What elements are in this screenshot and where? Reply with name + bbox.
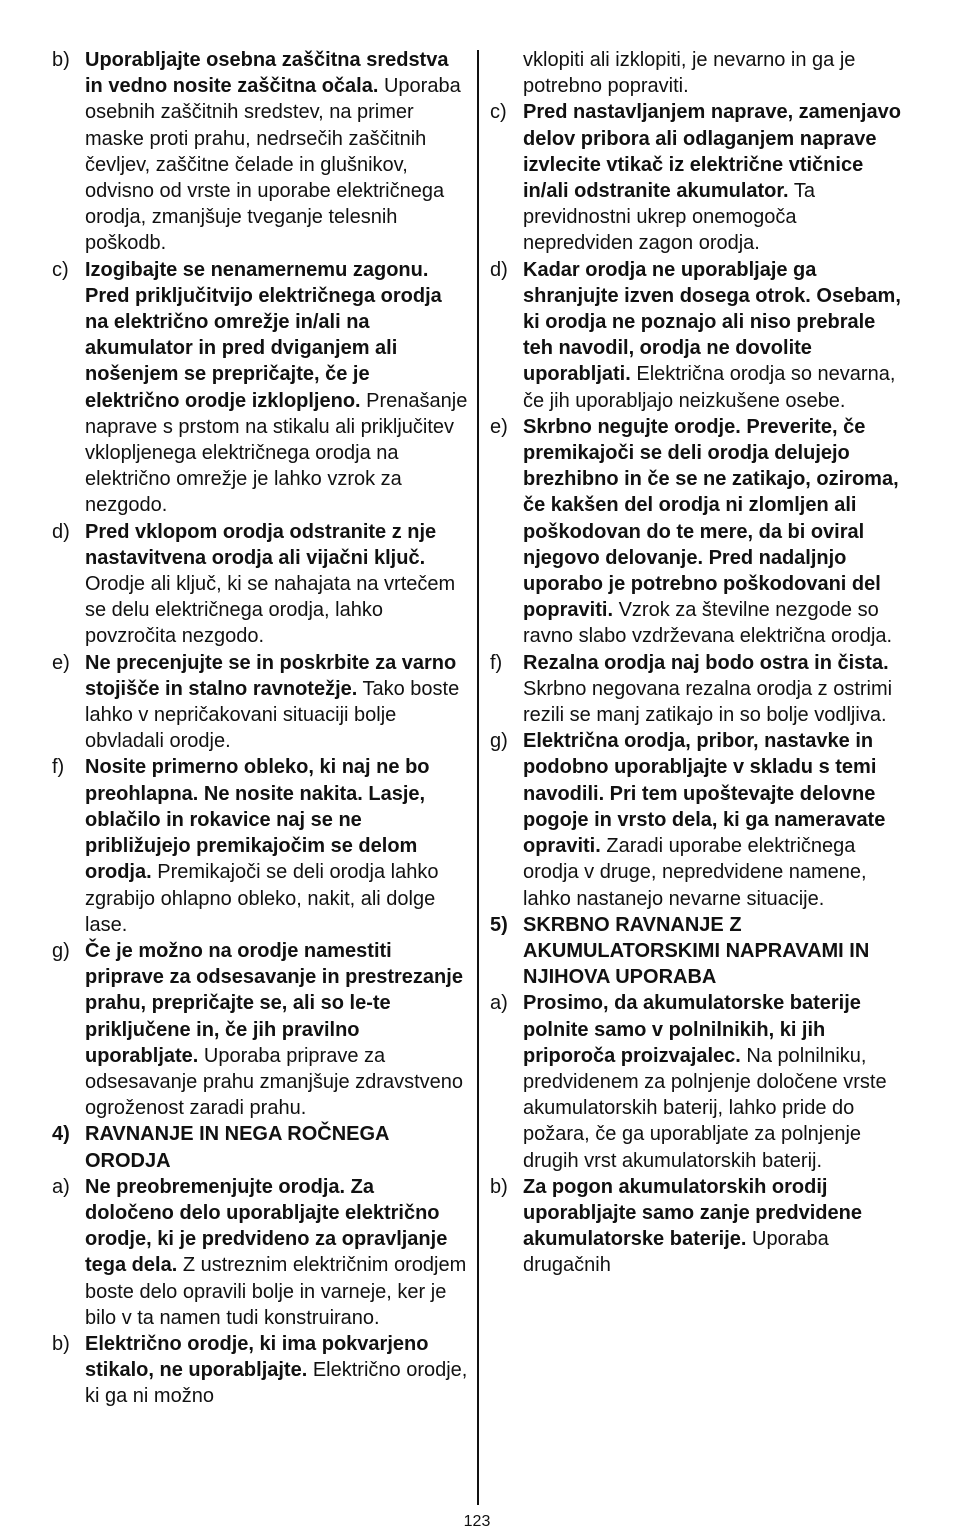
item-marker: a) <box>490 992 508 1015</box>
item-normal-text: Vzrok za številne nezgode so ravno slabo vzdrževana električna orodja. <box>523 599 893 648</box>
item-marker: e) <box>490 415 508 438</box>
item-bold-text: Uporabljajte osebna zaščitna sredstva in vedno nosite zaščitna očala. <box>85 49 449 98</box>
item-bold-text: Ne preobremenjujte orodja. Za določeno delo uporabljajte električno orodje, ki je predvideno za opravljanje tega dela. <box>85 1175 448 1277</box>
item-bold-text: Nosite primerno obleko, ki naj ne bo preohlapna. Ne nosite nakita. Lasje, oblačilo in rokavice naj se ne približujejo premikajočim se delom orodja. <box>85 756 430 884</box>
item-text <box>85 1174 468 1331</box>
list-item <box>52 47 468 257</box>
item-text <box>85 754 468 937</box>
item-normal-text: Prenašanje naprave s prstom na stikalu ali priključitev vklopljenega električnega orodja na električno omrežje je lahko vzrok za nezgodo. <box>85 389 468 517</box>
list-item <box>490 99 910 256</box>
list-item <box>490 47 910 99</box>
list-item <box>52 650 468 755</box>
section-heading-text: SKRBNO RAVNANJE Z AKUMULATORSKIMI NAPRAVAMI IN NJIHOVA UPORABA <box>523 913 870 989</box>
list-item <box>490 1174 910 1279</box>
item-normal-text: Z ustreznim električnim orodjem boste delo opravili bolje in varneje, ker je bilo v ta namen tudi konstruirano. <box>85 1254 467 1329</box>
item-text <box>523 47 910 99</box>
section-heading <box>490 912 910 991</box>
item-marker: f) <box>52 756 65 779</box>
list-item <box>52 1331 468 1410</box>
section-number: 4) <box>52 1123 70 1146</box>
item-normal-text: Električno orodje, ki ga ni možno <box>85 1359 468 1408</box>
item-text <box>85 1331 468 1410</box>
item-marker: d) <box>490 258 508 281</box>
item-marker: d) <box>52 520 70 543</box>
item-text <box>523 414 910 650</box>
item-normal-text: vklopiti ali izklopiti, je nevarno in ga je potrebno popraviti. <box>523 49 856 98</box>
item-bold-text: Pred vklopom orodja odstranite z nje nastavitvena orodja ali vijačni ključ. <box>85 520 437 569</box>
list-item <box>490 990 910 1173</box>
item-text <box>523 99 910 256</box>
item-marker: b) <box>490 1175 508 1198</box>
item-marker: b) <box>52 49 70 71</box>
item-marker: g) <box>490 730 508 753</box>
list-item <box>490 728 910 911</box>
item-normal-text: Ta previdnostni ukrep onemogoča nepredviden zagon orodja. <box>523 180 815 255</box>
item-text <box>85 938 468 1121</box>
right-column <box>490 47 910 1279</box>
item-marker: c) <box>490 101 507 124</box>
item-bold-text: Izogibajte se nenamernemu zagonu. Pred priključitvijo električnega orodja na električno omrežje in/ali na akumulator in pred dviganjem ali nošenjem se prepričajte, če je električno orodje izklopljeno. <box>85 258 442 412</box>
section-heading <box>52 1121 468 1173</box>
column-divider <box>477 50 479 1505</box>
item-normal-text: Uporaba priprave za odsesavanje prahu zmanjšuje zdravstveno ogroženost zaradi prahu. <box>85 1044 463 1120</box>
item-normal-text: Premikajoči se deli orodja lahko zgrabijo ohlapno obleko, nakit, ali dolge lase. <box>85 861 439 936</box>
item-normal-text: Zaradi uporabe električnega orodja v druge, nepredvidene namene, lahko nastanejo nevarne situacije. <box>523 835 867 910</box>
item-marker: a) <box>52 1175 70 1198</box>
list-item <box>490 257 910 414</box>
list-item <box>52 519 468 650</box>
item-bold-text: Za pogon akumulatorskih orodij uporabljajte samo zanje predvidene akumulatorske baterije. <box>523 1175 862 1251</box>
item-marker: c) <box>52 258 69 281</box>
section-heading-text: RAVNANJE IN NEGA ROČNEGA ORODJA <box>85 1123 389 1172</box>
item-text <box>523 257 910 414</box>
item-marker: e) <box>52 651 70 674</box>
item-text <box>85 650 468 755</box>
item-text <box>523 990 910 1173</box>
item-normal-text: Orodje ali ključ, ki se nahajata na vrtečem se delu električnega orodja, lahko povzročita nezgodo. <box>85 573 456 648</box>
item-bold-text: Skrbno negujte orodje. Preverite, če premikajoči se deli orodja delujejo brezhibno in če se ne zatikajo, oziroma, če kakšen del orodja ni zlomljen ali poškodovan do te mere, da bi oviral njegovo delovanje. Pred nadaljnjo uporabo je potrebno poškodovani del popraviti. <box>523 415 899 622</box>
item-normal-text: Uporaba drugačnih <box>523 1228 829 1277</box>
item-normal-text: Električna orodja so nevarna, če jih uporabljajo neizkušene osebe. <box>523 363 896 412</box>
item-text <box>523 728 910 911</box>
left-column <box>52 47 468 1410</box>
item-text <box>85 519 468 650</box>
item-bold-text: Prosimo, da akumulatorske baterije polnite samo v polnilnikih, ki jih priporoča proizvajalec. <box>523 992 861 1067</box>
list-item <box>52 257 468 519</box>
list-item <box>490 650 910 729</box>
list-item <box>52 938 468 1121</box>
item-bold-text: Če je možno na orodje namestiti priprave za odsesavanje in prestrezanje prahu, prepričajte se, ali so le-te priključene in, če jih pravilno uporabljate. <box>85 939 463 1067</box>
item-text <box>85 257 468 519</box>
list-item <box>52 754 468 937</box>
item-normal-text: Na polnilniku, predvidenem za polnjenje določene vrste akumulatorskih baterij, lahko pride do požara, če ga uporabljate za polnjenje drugih vrst akumulatorskih baterij. <box>523 1044 887 1172</box>
page-number: 123 <box>463 1513 491 1530</box>
item-marker: g) <box>52 939 70 962</box>
item-text <box>523 1174 910 1279</box>
item-marker: b) <box>52 1332 70 1355</box>
section-number: 5) <box>490 913 508 936</box>
list-item <box>490 414 910 650</box>
item-bold-text: Pred nastavljanjem naprave, zamenjavo delov pribora ali odlaganjem naprave izvlecite vtikač iz električne vtičnice in/ali odstranite akumulator. <box>523 101 901 203</box>
item-normal-text: Uporaba osebnih zaščitnih sredstev, na primer maske proti prahu, nedrsečih zaščitnih čevljev, zaščitne čelade in glušnikov, odvisno od vrste in uporabe električnega orodja, zmanjšuje tveganje telesnih poškodb. <box>85 75 461 255</box>
item-text <box>523 650 910 729</box>
item-text <box>85 47 468 257</box>
item-bold-text: Rezalna orodja naj bodo ostra in čista. <box>523 651 889 674</box>
item-normal-text: Skrbno negovana rezalna orodja z ostrimi rezili se manj zatikajo in so bolje vodljiva. <box>523 677 893 727</box>
item-bold-text: Kadar orodja ne uporabljaje ga shranjujte izven dosega otrok. Osebam, ki orodja ne poznajo ali niso prebrale teh navodil, orodja ne dovolite uporabljati. <box>523 258 901 386</box>
list-item <box>52 1174 468 1331</box>
item-bold-text: Električno orodje, ki ima pokvarjeno stikalo, ne uporabljajte. <box>85 1332 429 1382</box>
item-normal-text: Tako boste lahko v nepričakovani situaciji bolje obvladali orodje. <box>85 677 460 753</box>
item-bold-text: Električna orodja, pribor, nastavke in podobno uporabljajte v skladu s temi navodili. Pri tem upoštevajte delovne pogoje in vrsto dela, ki ga nameravate opraviti. <box>523 730 886 858</box>
item-bold-text: Ne precenjujte se in poskrbite za varno stojišče in stalno ravnotežje. <box>85 651 457 700</box>
item-marker: f) <box>490 651 503 674</box>
